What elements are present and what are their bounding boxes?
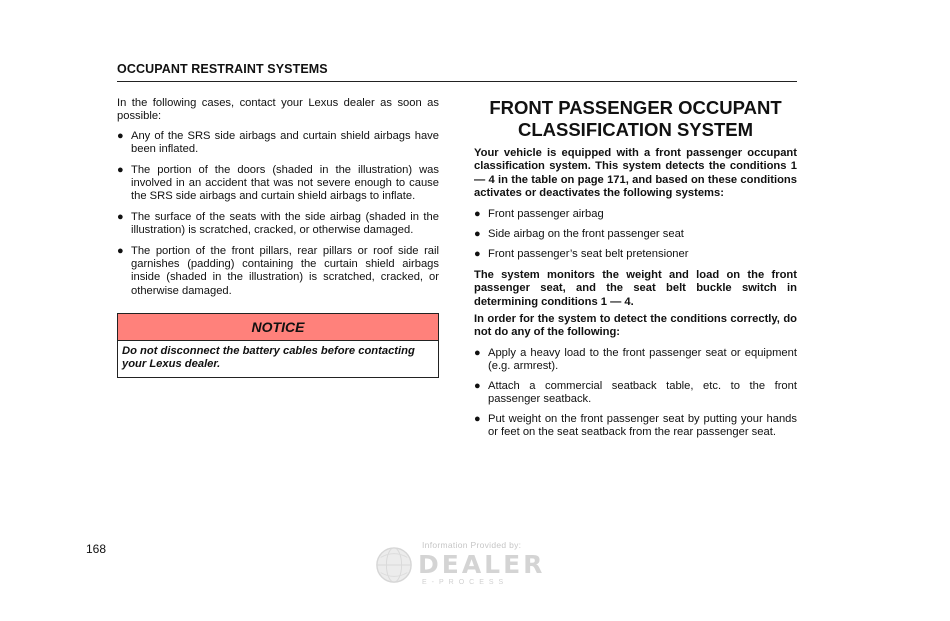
header-rule (117, 81, 797, 82)
list-item-text: Put weight on the front passenger seat by putting your hands or feet on the seat seatback from the rear passenger seat. (488, 412, 797, 438)
bullet-icon: ● (117, 129, 124, 142)
systems-list (474, 208, 797, 262)
list-item (474, 380, 797, 407)
list-item (474, 228, 797, 241)
notice-title: NOTICE (118, 314, 438, 341)
section-title-line1: FRONT PASSENGER OCCUPANT (489, 97, 782, 118)
bullet-icon: ● (474, 346, 481, 359)
list-item-text: The portion of the doors (shaded in the illustration) was involved in an accident that was not severe enough to cause the SRS side airbags and curtain shield airbags to inflate. (131, 163, 439, 203)
condition-paragraph: In order for the system to detect the conditions correctly, do not do any of the following: (474, 313, 797, 339)
list-item-text: The portion of the front pillars, rear pillars or roof side rail garnishes (padding) containing the curtain shield airbags inside (shaded in the illustration) is scratched, cracked, or otherwise damaged. (131, 244, 439, 297)
list-item-text: Apply a heavy load to the front passenger seat or equipment (e.g. armrest). (488, 346, 797, 373)
watermark-subtitle: E-PROCESS (422, 579, 509, 586)
watermark (372, 540, 562, 590)
watermark-logo: DEALER (418, 550, 546, 579)
bullet-icon: ● (474, 379, 481, 392)
list-item (474, 347, 797, 374)
right-column (474, 97, 797, 445)
list-item (474, 248, 797, 261)
list-item (474, 413, 797, 440)
left-intro: In the following cases, contact your Lexus dealer as soon as possible: (117, 97, 439, 123)
notice-box (117, 313, 439, 378)
bullet-icon: ● (117, 210, 124, 223)
page-number: 168 (86, 542, 107, 556)
list-item-text: Attach a commercial seatback table, etc. to the front passenger seatback. (488, 379, 797, 406)
bullet-icon: ● (474, 248, 481, 261)
list-item (117, 245, 439, 299)
monitors-paragraph: The system monitors the weight and load on the front passenger seat, and the seat belt buckle switch in determining conditions 1 — 4. (474, 268, 797, 308)
watermark-caption: Information Provided by: (422, 540, 522, 550)
list-item-text: Any of the SRS side airbags and curtain shield airbags have been inflated. (131, 129, 439, 156)
notice-body: Do not disconnect the battery cables before contacting your Lexus dealer. (122, 345, 415, 371)
list-item-text: Front passenger’s seat belt pretensioner (488, 248, 689, 261)
list-item (474, 208, 797, 221)
left-column (117, 97, 439, 305)
donts-list (474, 347, 797, 439)
list-item-text: Front passenger airbag (488, 207, 604, 220)
bullet-icon: ● (117, 163, 124, 176)
page-header: OCCUPANT RESTRAINT SYSTEMS (117, 62, 328, 76)
bullet-icon: ● (474, 412, 481, 425)
list-item (117, 164, 439, 204)
section-title-line2: CLASSIFICATION SYSTEM (517, 119, 754, 140)
list-item-text: The surface of the seats with the side airbag (shaded in the illustration) is scratched, cracked, or otherwise damaged. (131, 210, 439, 237)
right-intro: Your vehicle is equipped with a front passenger occupant classification system. This system detects the conditions 1 — 4 in the table on page 171, and based on these conditions activates or deactivates the following systems: (474, 147, 797, 200)
bullet-icon: ● (474, 207, 481, 220)
globe-icon (375, 546, 413, 584)
bullet-icon: ● (117, 244, 124, 257)
list-item (117, 130, 439, 157)
section-title (474, 97, 797, 141)
left-bullet-list (117, 130, 439, 298)
bullet-icon: ● (474, 228, 481, 241)
list-item (117, 211, 439, 238)
list-item-text: Side airbag on the front passenger seat (488, 228, 684, 241)
